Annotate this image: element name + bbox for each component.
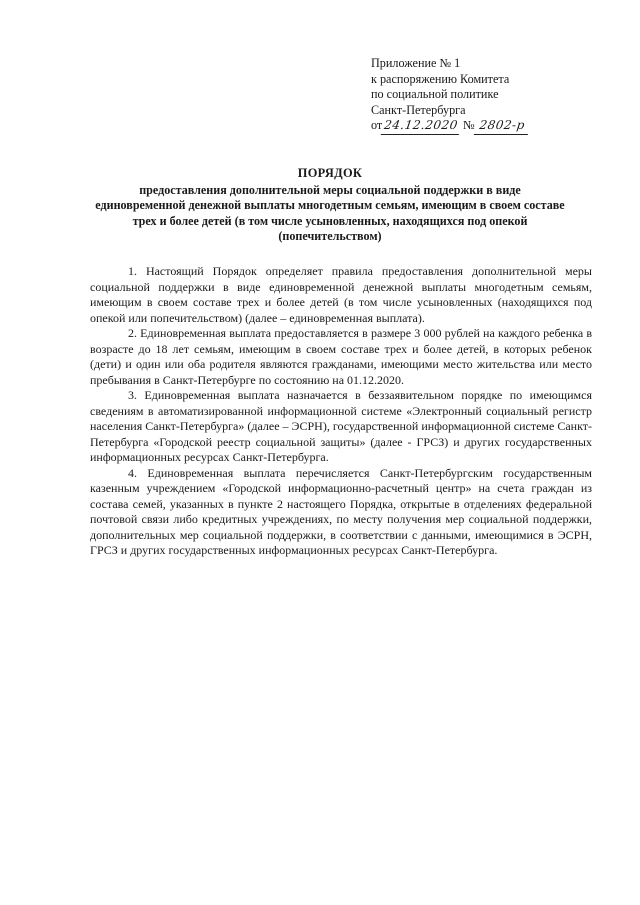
appendix-date-number (371, 118, 611, 135)
paragraph-1: 1. Настоящий Порядок определяет правила предоставления дополнительной меры социальной поддержки в виде единовременной денежной выплаты многодетным семьям, имеющим в своем составе трех и более детей (в том числе усыновленных (находящихся под опекой или попечительством) (далее – единовременная выплата). (90, 264, 592, 325)
document-body (90, 264, 592, 559)
appendix-to-order: к распоряжению Комитета (371, 71, 510, 86)
title-line-4: (попечительством) (278, 229, 382, 244)
title-line-2: единовременной денежной выплаты многодетным семьям, имеющим в своем составе (95, 198, 565, 213)
document-title (80, 166, 580, 245)
appendix-header (371, 56, 611, 135)
paragraph-3: 3. Единовременная выплата назначается в беззаявительном порядке по имеющимся сведениям в автоматизированной информационной системе «Электронный социальный регистр населения Санкт-Петербурга» (далее – ЭСРН), государственной информационной системе Санкт-Петербурга «Городской реестр социальной защиты» (далее - ГРСЗ) и других государственных информационных ресурсах Санкт-Петербурга. (90, 388, 592, 464)
title-line-1: предоставления дополнительной меры социальной поддержки в виде (139, 182, 521, 197)
handwritten-date: 24.12.2020 (381, 118, 461, 135)
number-prefix: № (463, 118, 475, 132)
appendix-city: Санкт-Петербурга (371, 102, 466, 117)
date-prefix: от (371, 118, 383, 132)
appendix-committee: по социальной политике (371, 87, 499, 101)
paragraph-4: 4. Единовременная выплата перечисляется Санкт-Петербургским государственным казенным учреждением «Городской информационно-расчетный центр» на счета граждан из состава семей, указанных в пункте 2 настоящего Порядка, открытые в отделениях федеральной почтовой связи либо кредитных учреждениях, по месту получения мер социальной поддержки, дополнительных мер социальной поддержки, в соответствии с данными, имеющимися в ЭСРН, ГРСЗ и других государственных информационных ресурсах Санкт-Петербурга. (90, 465, 592, 557)
title-line-3: трех и более детей (в том числе усыновленных, находящихся под опекой (132, 213, 528, 228)
title-heading: ПОРЯДОК (297, 166, 363, 180)
appendix-number: Приложение № 1 (371, 56, 461, 70)
handwritten-number: 2802-р (474, 118, 530, 135)
paragraph-2: 2. Единовременная выплата предоставляется в размере 3 000 рублей на каждого ребенка в возрасте до 18 лет семьям, имеющим в своем составе трех и более детей, в которых ребенок (дети) и один или оба родителя являются гражданами, имеющими место жительства или место пребывания в Санкт-Петербурге по состоянию на 01.12.2020. (90, 326, 592, 387)
